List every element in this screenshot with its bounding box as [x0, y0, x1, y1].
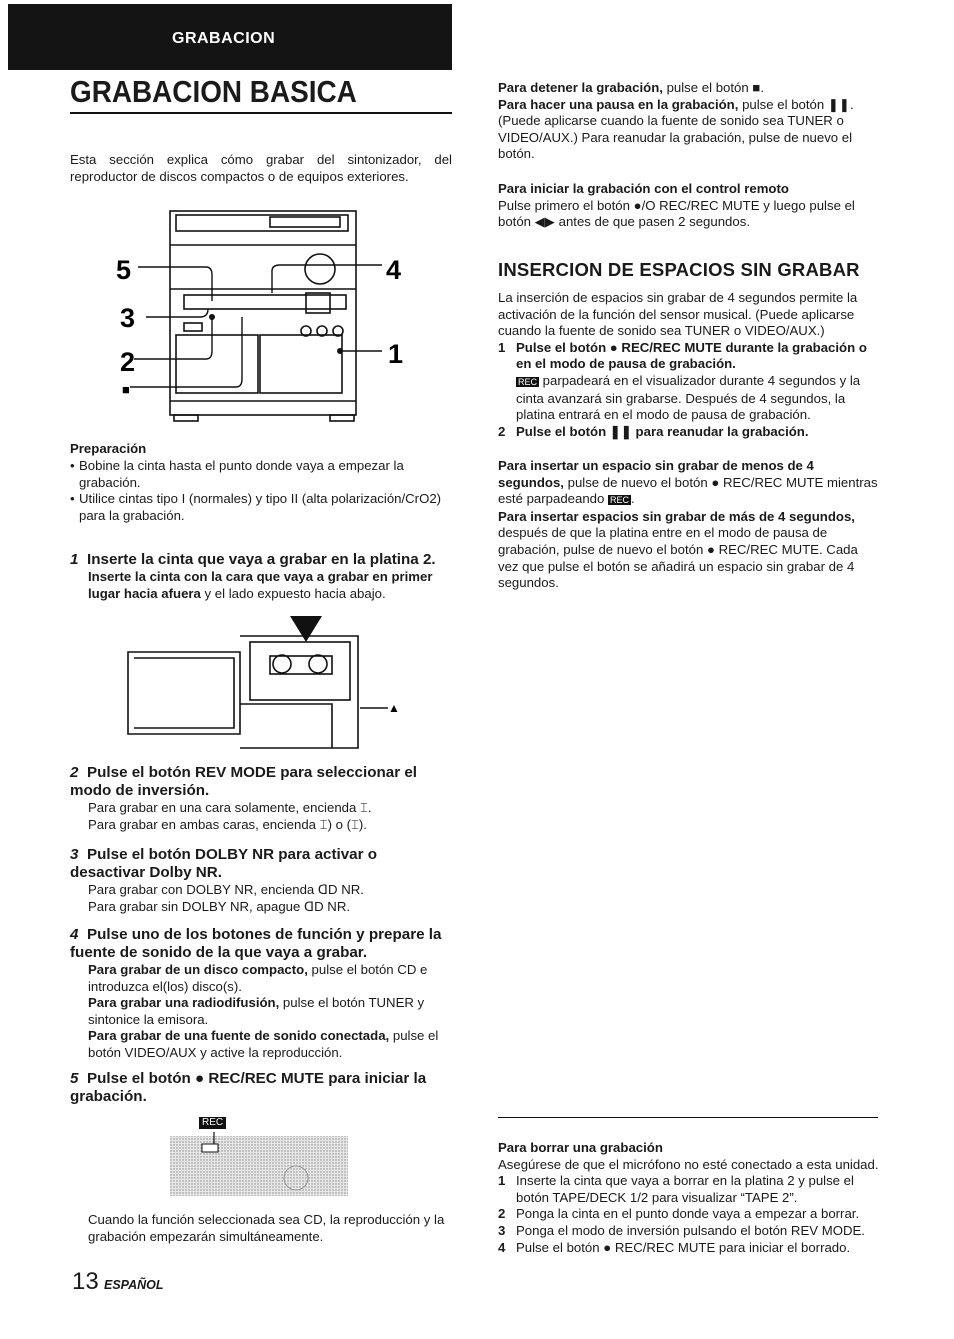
step-5: [70, 1070, 454, 1106]
step-text: y el lado expuesto hacia abajo.: [200, 585, 386, 601]
page-number: 13: [72, 1268, 99, 1295]
list-item: 4 Pulse el botón ● REC/REC MUTE para iniciar el borrado.: [498, 1239, 851, 1255]
insert-arrow-icon: [290, 616, 322, 642]
list-item: • Utilice cintas tipo I (normales) y tipo II (alta polarización/CrO2) para la grabación.: [70, 491, 442, 523]
callout-2: 2: [120, 347, 136, 377]
step-bold-text: Para grabar de un disco compacto,: [88, 962, 308, 977]
list-item: 2 Pulse el botón ❚❚ para reanudar la grabación.: [498, 423, 809, 439]
list-item: 2 Ponga la cinta en el punto donde vaya a empezar a borrar.: [498, 1206, 860, 1222]
list-item: REC parpadeará en el visualizador durante 4 segundos y la cinta avanzará sin grabarse. Después de 4 segundos, la platina entrará en el modo de pausa de grabación.: [516, 372, 861, 423]
pause-note: (Puede aplicarse cuando la fuente de sonido sea TUNER o VIDEO/AUX.) Para reanudar la grabación, pulse de nuevo el botón.: [498, 113, 853, 162]
step-number: 3: [70, 846, 79, 863]
step-title: Inserte la cinta que vaya a grabar en la platina 2.: [87, 551, 436, 568]
step-text: pulse el botón TUNER y sintonice la emisora.: [88, 995, 425, 1027]
language-label: ESPAÑOL: [104, 1278, 164, 1292]
preparation-title: Preparación: [70, 441, 147, 456]
list-item: 1 Inserte la cinta que vaya a borrar en la platina 2 y pulse el botón TAPE/DECK 1/2 para visualizar “TAPE 2”.: [498, 1173, 854, 1205]
callout-3: 3: [120, 303, 136, 333]
step-title: Pulse el botón ● REC/REC MUTE para iniciar la grabación.: [70, 1070, 427, 1105]
step-4: [70, 926, 454, 1062]
step-text: Para grabar sin DOLBY NR, apague ᗡD NR.: [88, 898, 351, 914]
cassette-insertion-figure: [122, 612, 412, 752]
step-text: Para grabar en ambas caras, encienda ⌶) o (⌶).: [88, 816, 367, 832]
list-item: 1 Pulse el botón ● REC/REC MUTE durante la grabación o en el modo de pausa de grabación.: [498, 339, 867, 372]
step-number: 4: [70, 926, 79, 943]
erase-section: [498, 1140, 882, 1256]
step-5-note: Cuando la función seleccionada sea CD, la reproducción y la grabación empezarán simultáneamente.: [88, 1212, 445, 1244]
section-divider: [498, 1117, 878, 1118]
preparation-list: [70, 458, 452, 524]
step-number: 1: [70, 551, 79, 568]
blank-intro: La inserción de espacios sin grabar de 4 segundos permite la activación de la función del sensor musical. (Puede aplicarse cuando la fuente de sonido sea TUNER o VIDEO/AUX.): [498, 290, 858, 339]
eject-icon: ▲: [388, 701, 400, 715]
step-2: [70, 764, 454, 833]
callout-1: 1: [388, 339, 404, 369]
blank-section-title: INSERCION DE ESPACIOS SIN GRABAR: [498, 259, 860, 280]
callout-4: 4: [386, 255, 402, 285]
list-item: 3 Ponga el modo de inversión pulsando el botón REV MODE.: [498, 1222, 865, 1238]
short-blank-label: Para insertar un espacio sin grabar de menos de 4 segundos,: [498, 458, 814, 490]
page-title: GRABACION BASICA: [70, 74, 357, 109]
step-number: 5: [70, 1070, 79, 1087]
step-bold-text: Para grabar una radiodifusión,: [88, 995, 280, 1011]
remote-section: [498, 181, 880, 231]
title-underline: [70, 112, 452, 114]
pause-recording-text: pulse el botón ❚❚.: [738, 96, 854, 112]
short-blank-text: pulse de nuevo el botón ● REC/REC MUTE mientras esté parpadeando: [498, 474, 878, 507]
remote-title: Para iniciar la grabación con el control remoto: [498, 181, 789, 196]
step-title: Pulse el botón DOLBY NR para activar o desactivar Dolby NR.: [70, 846, 378, 881]
step-text: pulse el botón VIDEO/AUX y active la reproducción.: [88, 1028, 439, 1060]
remote-text: Pulse primero el botón ●/O REC/REC MUTE y luego pulse el botón ◀▶ antes de que pasen 2 segundos.: [498, 197, 855, 230]
callout-stop: ■: [122, 382, 130, 397]
short-blank-section: Para insertar un espacio sin grabar de menos de 4 segundos, pulse de nuevo el botón ● REC/REC MUTE mientras esté parpadeando REC . Para insertar espacios sin grabar de más de 4 segundos, después de que la platina entre en el modo de pausa de grabación, pulse de nuevo el botón ● REC/REC MUTE. Cada vez que pulse el botón se añadirá un espacio sin grabar de 4 segundos.: [498, 458, 878, 591]
stop-recording-text: pulse el botón ■.: [662, 80, 764, 95]
step-text: pulse el botón CD e introduzca el(los) disco(s).: [88, 962, 428, 994]
step-bold-text: Para grabar de una fuente de sonido conectada,: [88, 1028, 390, 1044]
erase-title: Para borrar una grabación: [498, 1140, 663, 1155]
callout-5: 5: [116, 255, 132, 285]
step-text: Para grabar en una cara solamente, encienda ⌶.: [88, 800, 372, 815]
section-header-label: GRABACION: [172, 30, 276, 47]
long-blank-label: Para insertar espacios sin grabar de más de 4 segundos,: [498, 508, 855, 524]
step-number: 2: [70, 764, 79, 781]
step-title: Pulse uno de los botones de función y prepare la fuente de sonido de la que vaya a grabar.: [70, 926, 442, 961]
step-1: [70, 551, 454, 602]
blank-section: [498, 290, 880, 440]
step-3: [70, 846, 454, 915]
list-item: • Bobine la cinta hasta el punto donde vaya a empezar la grabación.: [70, 458, 404, 490]
step-text: Para grabar con DOLBY NR, encienda ᗡD NR.: [88, 882, 364, 897]
stop-recording-label: Para detener la grabación,: [498, 80, 663, 95]
recording-controls: [498, 80, 880, 163]
rec-indicator-tag: REC: [199, 1117, 226, 1129]
rec-indicator-tag: REC: [610, 495, 630, 506]
rec-indicator-tag: REC: [518, 376, 538, 387]
long-blank-text: después de que la platina entre en el modo de pausa de grabación, pulse de nuevo el botón ● REC/REC MUTE. Cada vez que pulse el botón se añadirá un espacio sin grabar de 4 segundos.: [498, 525, 858, 591]
display-panel-figure: [170, 1132, 350, 1198]
intro-paragraph: Esta sección explica cómo grabar del sintonizador, del reproductor de discos compactos o de equipos exteriores.: [70, 152, 452, 184]
step-title: Pulse el botón REV MODE para seleccionar el modo de inversión.: [70, 764, 418, 799]
stereo-unit-figure: [110, 205, 410, 423]
step-bold-text: Inserte la cinta con la cara que vaya a grabar en primer lugar hacia afuera: [88, 569, 433, 601]
pause-recording-label: Para hacer una pausa en la grabación,: [498, 96, 739, 112]
erase-intro: Asegúrese de que el micrófono no esté conectado a esta unidad.: [498, 1156, 879, 1172]
